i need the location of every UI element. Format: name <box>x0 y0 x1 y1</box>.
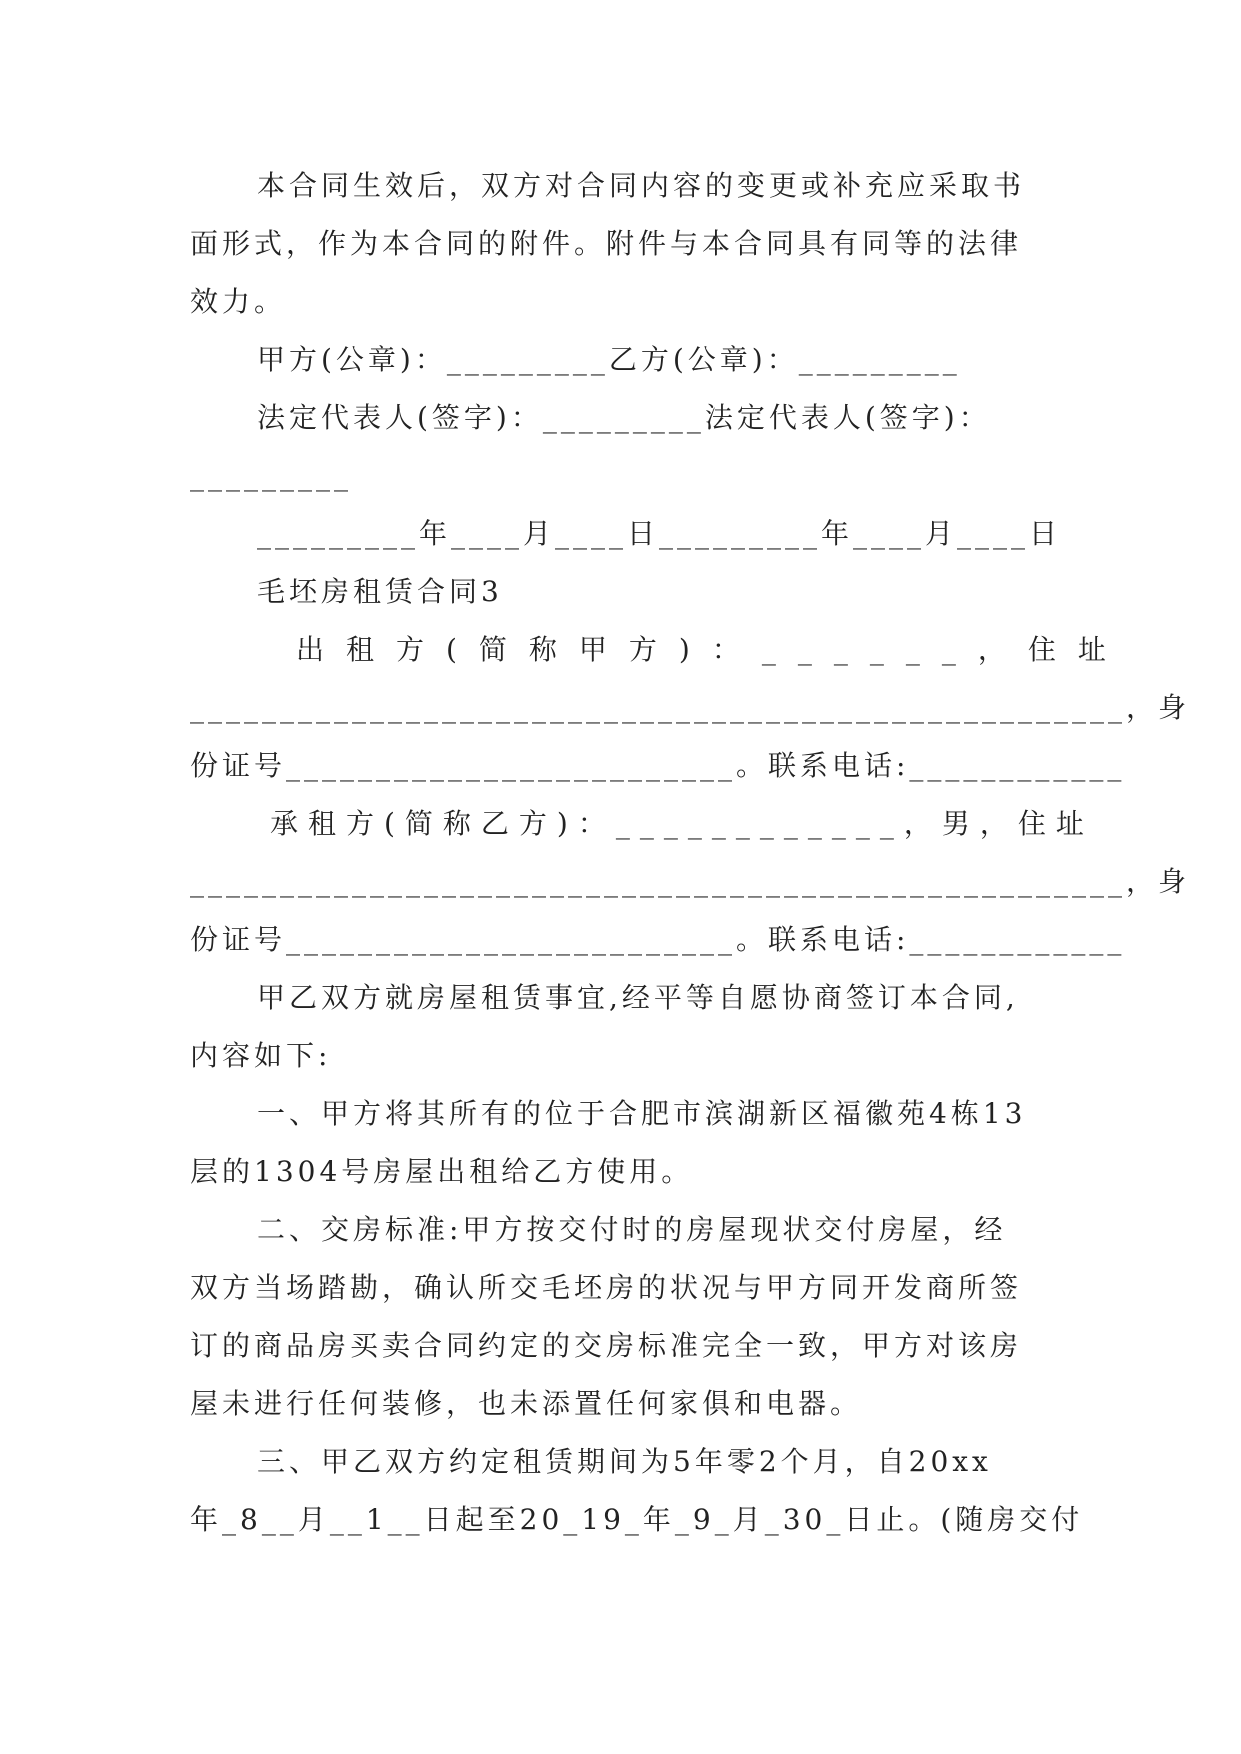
clause-2-cont: 订的商品房买卖合同约定的交房标准完全一致，甲方对该房 <box>190 1329 1023 1362</box>
paragraph-line: 内容如下: <box>190 1039 332 1072</box>
address-blank-line: ____________________________________________________，身 <box>190 865 1191 898</box>
clause-3: 三、甲乙双方约定租赁期间为5年零2个月，自20xx <box>257 1445 992 1478</box>
paragraph-line: 甲乙双方就房屋租赁事宜,经平等自愿协商签订本合同, <box>257 981 1019 1014</box>
paragraph-line: 效力。 <box>190 285 287 318</box>
clause-2: 二、交房标准:甲方按交付时的房屋现状交付房屋，经 <box>257 1213 1007 1246</box>
address-blank-line: ____________________________________________________，身 <box>190 691 1191 724</box>
clause-2-cont: 双方当场踏勘，确认所交毛坯房的状况与甲方同开发商所签 <box>190 1271 1023 1304</box>
signature-line-legal-rep: 法定代表人(签字)：_________法定代表人(签字)： <box>257 401 991 434</box>
clause-1: 一、甲方将其所有的位于合肥市滨湖新区福徽苑4栋13 <box>257 1097 1027 1130</box>
paragraph-line: 面形式，作为本合同的附件。附件与本合同具有同等的法律 <box>190 227 1023 260</box>
lessor-line: 出租方(简称甲方)：______，住址 <box>296 633 1128 666</box>
date-line: _________年____月____日_________年____月____日 <box>257 517 1062 550</box>
id-phone-line: 份证号_________________________。联系电话:____________ <box>190 749 1126 782</box>
signature-line-party-seal: 甲方(公章)：_________乙方(公章)：_________ <box>257 343 961 376</box>
lessee-line: 承租方(简称乙方)：____________，男，住址 <box>270 807 1094 840</box>
clause-2-cont: 屋未进行任何装修，也未添置任何家俱和电器。 <box>190 1387 863 1420</box>
section-title: 毛坯房租赁合同3 <box>257 575 503 608</box>
clause-1-cont: 层的1304号房屋出租给乙方使用。 <box>190 1155 694 1188</box>
id-phone-line: 份证号_________________________。联系电话:____________ <box>190 923 1126 956</box>
signature-blank: _________ <box>190 459 352 492</box>
paragraph-line: 本合同生效后，双方对合同内容的变更或补充应采取书 <box>257 169 1026 202</box>
clause-3-cont: 年_8__月__1__日起至20_19_年_9_月_30_日止。(随房交付 <box>190 1503 1084 1536</box>
